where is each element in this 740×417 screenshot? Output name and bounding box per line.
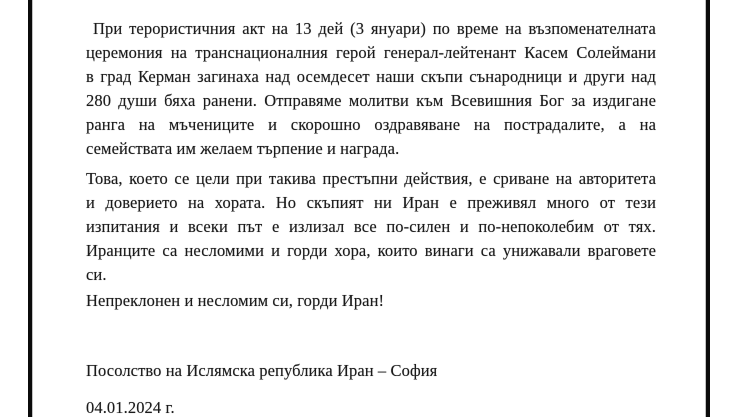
paragraph-resilience	[86, 167, 656, 287]
document-content	[86, 17, 656, 417]
text-line: и доверието на хората. Но скъпият ни Иран е преживял много от тези	[86, 193, 656, 212]
text-line: При терористичния акт на 13 дей (3 януари) по време на възпоменателната	[93, 19, 656, 38]
text-line: ранга на мъчениците и скорошно оздравяване на пострадалите, а на	[86, 115, 656, 134]
text-line: си.	[86, 265, 107, 284]
text-line: церемония на транснационалния герой генерал-лейтенант Касем Солеймани	[86, 43, 656, 62]
text-line: изпитания и всеки път е излизал все по-силен и по-непоколебим от тях.	[86, 217, 656, 236]
text-line: Иранците са несломими и горди хора, които винаги са унижавали враговете	[86, 241, 656, 260]
text-line: в град Керман загинаха над осемдесет наши скъпи сънародници и други над	[86, 67, 656, 86]
scan-border-right-line	[706, 0, 710, 417]
date-line: 04.01.2024 г.	[86, 398, 175, 417]
paragraph-attack	[86, 17, 656, 161]
text-line: семействата им желаем търпение и награда.	[86, 139, 400, 158]
scan-border-left-line	[28, 0, 32, 417]
slogan-line: Непреклонен и несломим си, горди Иран!	[86, 291, 385, 310]
embassy-signature: Посолство на Ислямска република Иран – София	[86, 361, 438, 380]
text-line: 280 души бяха ранени. Отправяме молитви към Всевишния Бог за издигане	[86, 91, 656, 110]
text-line: Това, което се цели при такива престъпни действия, е сриване на авторитета	[86, 169, 656, 188]
